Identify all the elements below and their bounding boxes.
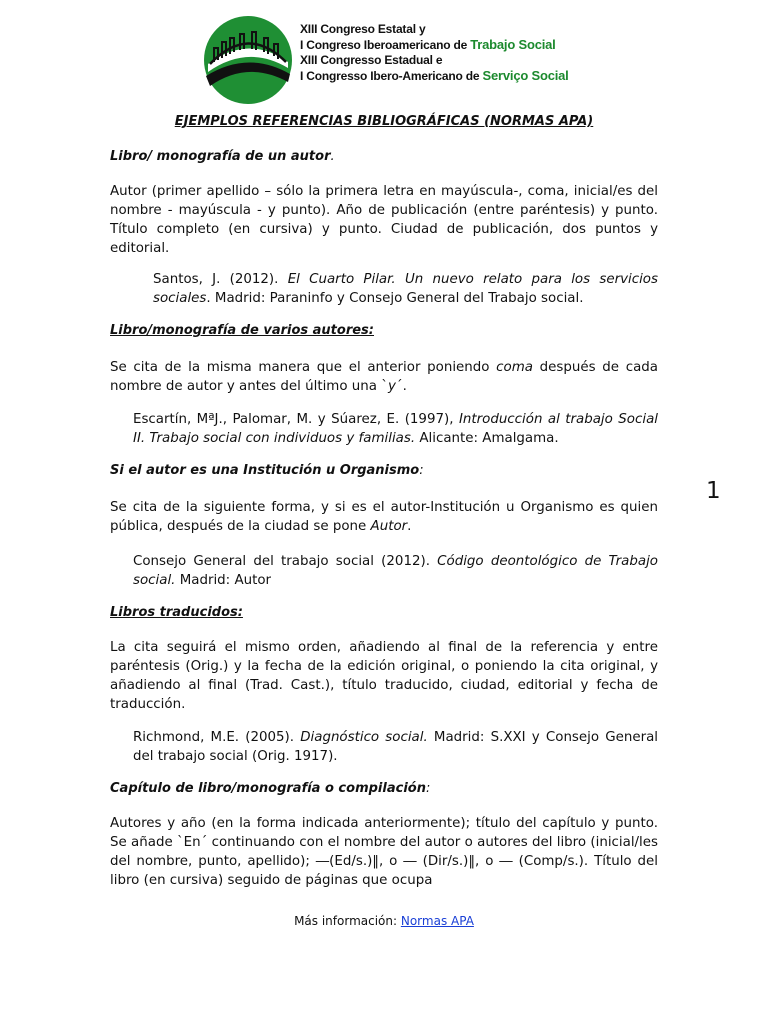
header-line-4: I Congresso Ibero-Americano de Serviço Social [300, 68, 569, 83]
footer [0, 914, 768, 928]
congress-header [200, 14, 570, 106]
congress-name [300, 22, 570, 84]
section-heading-chapter: Capítulo de libro/monografía o compilación: [110, 781, 431, 796]
congress-logo [200, 14, 296, 106]
header-line-2: I Congreso Iberoamericano de Trabajo Social [300, 37, 556, 52]
reference-example-consejo: Consejo General del trabajo social (2012). Código deontológico de Trabajo social. Madrid: Autor [133, 554, 659, 588]
normas-apa-link[interactable]: Normas APA [400, 914, 474, 928]
header-line-1: XIII Congreso Estatal y [300, 22, 426, 36]
section-heading-single-author: Libro/ monografía de un autor. [110, 149, 335, 164]
footer-label: Más información: [294, 914, 401, 928]
section-body-chapter: Autores y año (en la forma indicada anteriormente); título del capítulo y punto. Se añade `En´ continuando con el nombre del autor o autores del libro (inicial/les del nombre, punto, apellido); ―(Ed/s.)‖, o ― (Dir/s.)‖, o ― (Comp/s.). Título del libro (en cursiva) seguido de páginas que ocupa [110, 816, 658, 888]
page-number: 1 [706, 478, 721, 504]
header-line-3: XIII Congresso Estadual e [300, 53, 443, 67]
reference-example-richmond: Richmond, M.E. (2005). Diagnóstico social. Madrid: S.XXI y Consejo General del trabajo social (Orig. 1917). [133, 730, 659, 764]
section-body-multiple-authors: Se cita de la misma manera que el anterior poniendo coma después de cada nombre de autor y antes del último una `y´. [110, 360, 658, 394]
section-body-institution: Se cita de la siguiente forma, y si es el autor-Institución u Organismo es quien pública, después de la ciudad se pone Autor. [110, 500, 658, 534]
reference-example-escartin: Escartín, MªJ., Palomar, M. y Súarez, E. (1997), Introducción al trabajo Social II. Trabajo social con individuos y familias. Alicante: Amalgama. [133, 412, 658, 446]
section-heading-translated: Libros traducidos: [110, 605, 243, 620]
section-heading-multiple-authors: Libro/monografía de varios autores: [110, 323, 374, 338]
reference-example-santos: Santos, J. (2012). El Cuarto Pilar. Un nuevo relato para los servicios sociales. Madrid: Paraninfo y Consejo General del Trabajo social. [153, 272, 658, 306]
section-body-single-author: Autor (primer apellido – sólo la primera letra en mayúscula-, coma, inicial/es del nombre - mayúscula - y punto). Año de publicación (entre paréntesis) y punto. Título completo (en cursiva) y punto. Ciudad de publicación, dos puntos y editorial. [110, 184, 658, 256]
section-heading-institution: Si el autor es una Institución u Organismo: [110, 463, 424, 478]
document-title: EJEMPLOS REFERENCIAS BIBLIOGRÁFICAS (NORMAS APA) [174, 114, 594, 129]
section-body-translated: La cita seguirá el mismo orden, añadiendo al final de la referencia y entre paréntesis (Orig.) y la fecha de la edición original, o poniendo la cita original, y añadiendo al final (Trad. Cast.), título traducido, ciudad, editorial y fecha de traducción. [110, 640, 658, 712]
